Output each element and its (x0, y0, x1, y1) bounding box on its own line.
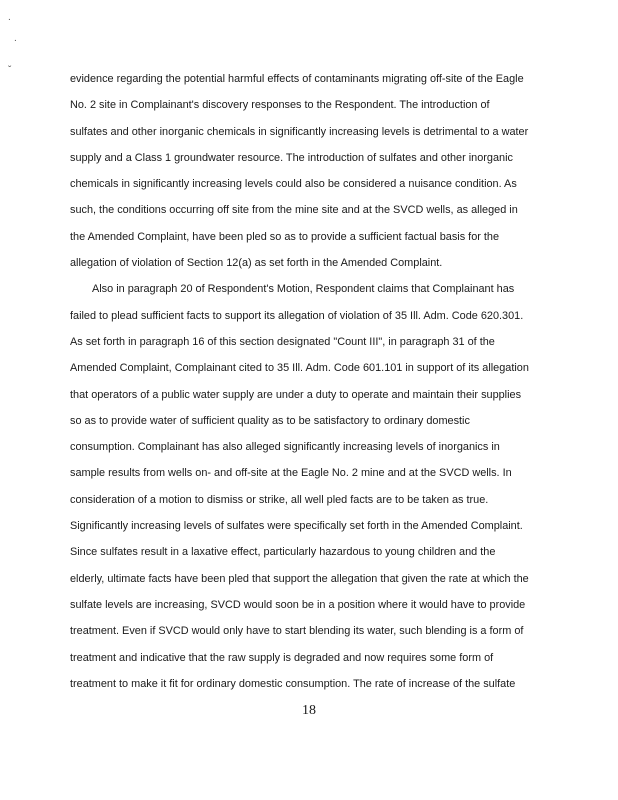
text-line: Since sulfates result in a laxative effect, particularly hazardous to young children and the (70, 546, 496, 559)
body-text (70, 66, 529, 697)
text-line: allegation of violation of Section 12(a) as set forth in the Amended Complaint. (70, 257, 443, 270)
text-line: so as to provide water of sufficient quality as to be satisfactory to ordinary domestic (70, 414, 470, 427)
paragraph-first-line: Also in paragraph 20 of Respondent's Motion, Respondent claims that Complainant has (92, 283, 515, 296)
text-line: such, the conditions occurring off site from the mine site and at the SVCD wells, as alleged in (70, 204, 518, 217)
text-line: sulfate levels are increasing, SVCD would soon be in a position where it would have to provide (70, 598, 526, 611)
text-line: failed to plead sufficient facts to support its allegation of violation of 35 Ill. Adm. Code 620.301. (70, 309, 524, 322)
text-line: Amended Complaint, Complainant cited to 35 Ill. Adm. Code 601.101 in support of its allegation (70, 362, 529, 375)
text-line: the Amended Complaint, have been pled so as to provide a sufficient factual basis for the (70, 230, 500, 243)
text-line: treatment. Even if SVCD would only have to start blending its water, such blending is a form of (70, 625, 524, 638)
text-line: supply and a Class 1 groundwater resource. The introduction of sulfates and other inorganic (70, 151, 513, 164)
margin-mark: . (8, 12, 11, 23)
text-line: treatment and indicative that the raw supply is degraded and now requires some form of (70, 651, 494, 664)
text-line: chemicals in significantly increasing levels could also be considered a nuisance condition. As (70, 178, 517, 191)
text-line: evidence regarding the potential harmful effects of contaminants migrating off-site of the Eagle (70, 73, 524, 85)
text-line: treatment to make it fit for ordinary domestic consumption. The rate of increase of the sulfate (70, 677, 516, 690)
text-line: consideration of a motion to dismiss or strike, all well pled facts are to be taken as true. (70, 493, 489, 506)
text-line: elderly, ultimate facts have been pled that support the allegation that given the rate at which the (70, 572, 529, 585)
text-line: consumption. Complainant has also alleged significantly increasing levels of inorganics in (70, 441, 500, 454)
page-number: 18 (302, 703, 316, 718)
text-line: sample results from wells on- and off-site at the Eagle No. 2 mine and at the SVCD wells. In (70, 467, 512, 480)
margin-mark: . (14, 33, 17, 44)
margin-mark: ˇ (8, 65, 12, 76)
text-line: that operators of a public water supply are under a duty to operate and maintain their supplies (70, 388, 522, 401)
text-line: No. 2 site in Complainant's discovery responses to the Respondent. The introduction of (70, 99, 490, 112)
text-line: Significantly increasing levels of sulfates were specifically set forth in the Amended Complaint. (70, 520, 523, 533)
text-line: As set forth in paragraph 16 of this section designated "Count III", in paragraph 31 of the (70, 335, 495, 348)
text-line: sulfates and other inorganic chemicals in significantly increasing levels is detrimental to a water (70, 125, 529, 138)
